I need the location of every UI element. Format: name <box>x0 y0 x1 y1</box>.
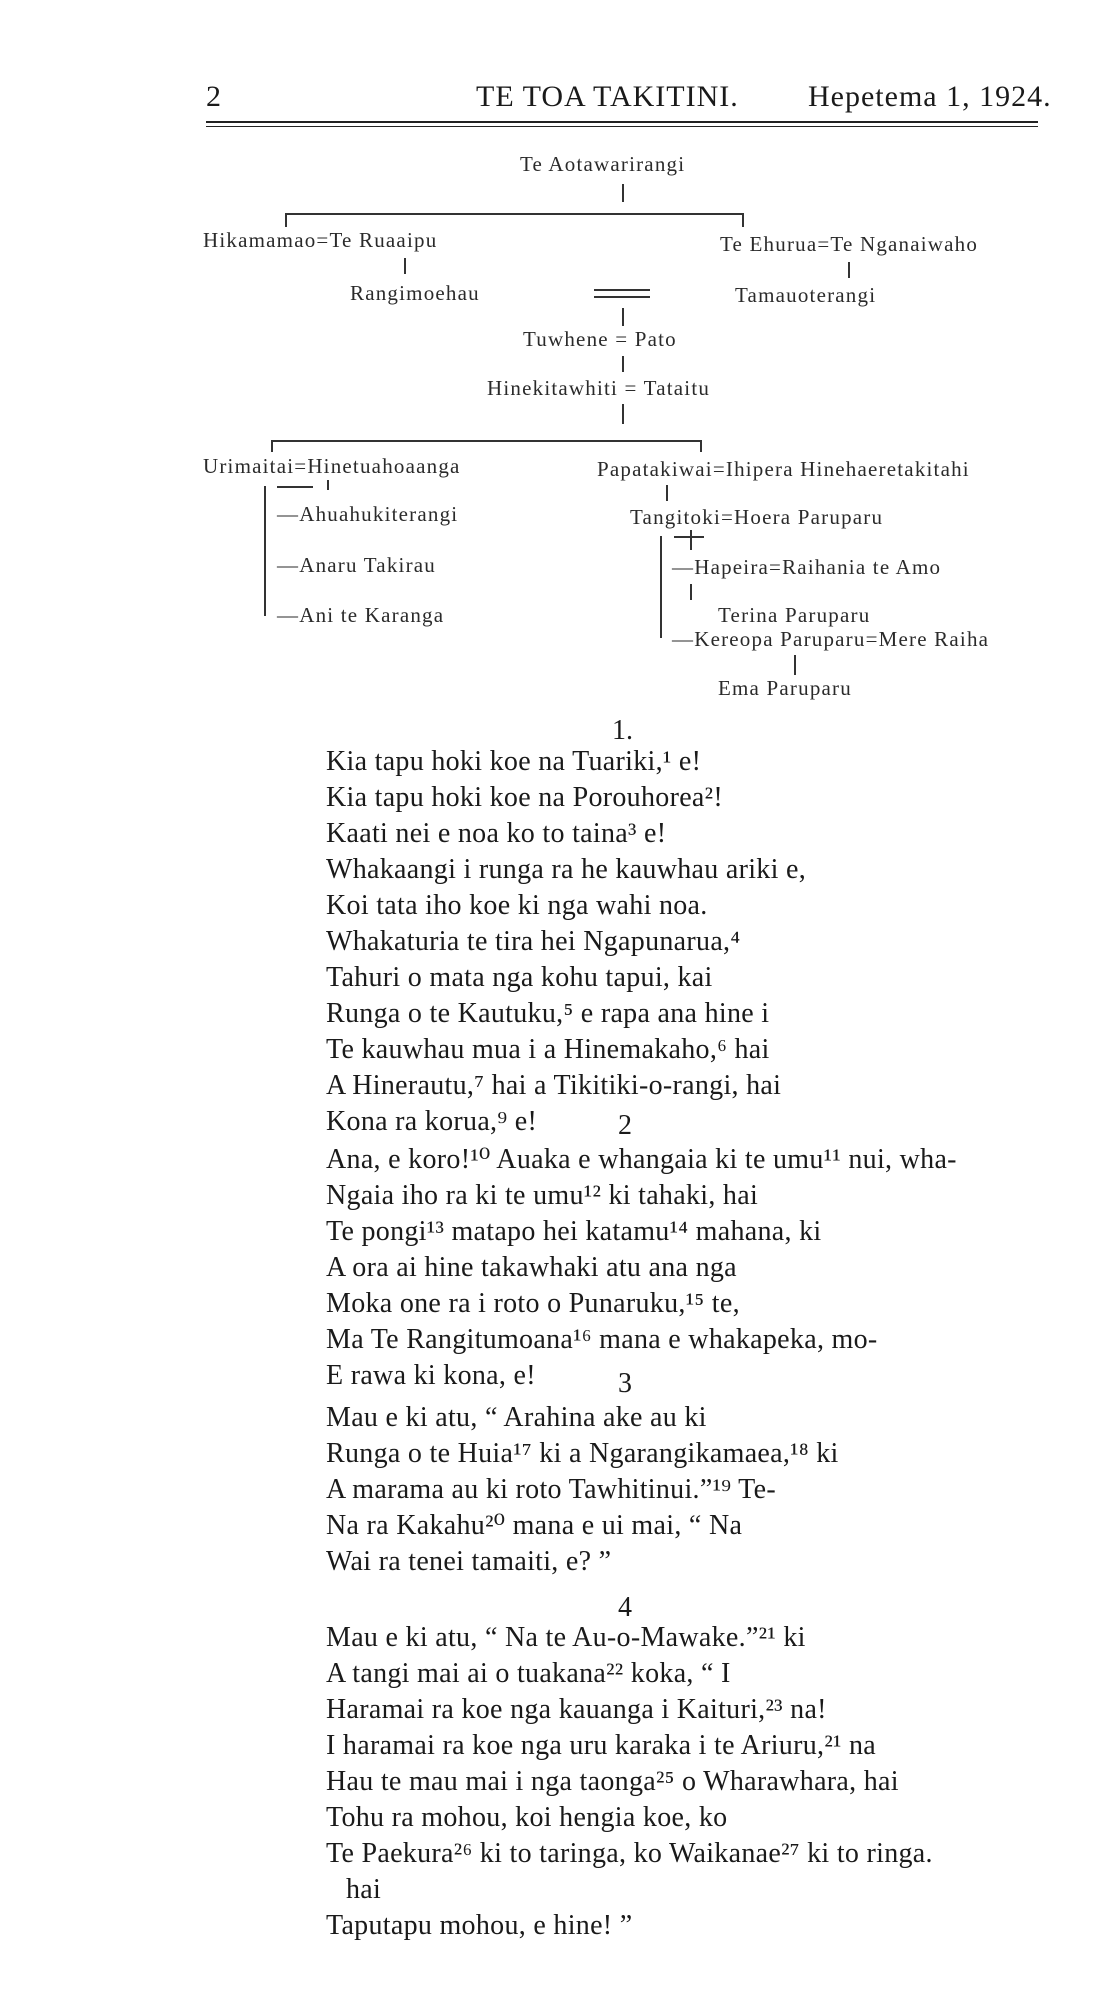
verse-line: hai <box>346 1874 382 1905</box>
genealogy-left-branch-pair: Urimaitai=Hinetuahoaanga <box>203 454 461 478</box>
genealogy-left-pair: Hikamamao=Te Ruaaipu <box>203 228 438 252</box>
genealogy-great-grandchild: Ema Paruparu <box>718 676 852 700</box>
verse-line: Hau te mau mai i nga taonga²⁵ o Wharawhara, hai <box>326 1766 899 1797</box>
verse-line: Te kauwhau mua i a Hinemakaho,⁶ hai <box>326 1034 770 1065</box>
verse-line: Kia tapu hoki koe na Porouhorea²! <box>326 782 723 813</box>
verse-line: Ngaia iho ra ki te umu¹² ki tahaki, hai <box>326 1180 759 1211</box>
genealogy-connector <box>622 404 624 424</box>
genealogy-connector <box>285 213 287 227</box>
genealogy-connector <box>622 184 624 202</box>
stanza-number: 1. <box>612 715 633 746</box>
stanza-number: 2 <box>618 1110 632 1141</box>
verse-line: A tangi mai ai o tuakana²² koka, “ I <box>326 1658 731 1689</box>
genealogy-connector <box>622 308 624 326</box>
stanza-number: 4 <box>618 1592 632 1623</box>
verse-line: Runga o te Huia¹⁷ ki a Ngarangikamaea,¹⁸ ki <box>326 1438 839 1469</box>
verse-line: Taputapu mohou, e hine! ” <box>326 1910 633 1941</box>
genealogy-left-descendant: —Anaru Takirau <box>277 553 436 577</box>
genealogy-connector <box>674 536 704 538</box>
verse-line: Na ra Kakahu²⁰ mana e ui mai, “ Na <box>326 1510 743 1541</box>
verse-line: A ora ai hine takawhaki atu ana nga <box>326 1252 737 1283</box>
verse-line: Te Paekura²⁶ ki to taringa, ko Waikanae²⁷ ki to ringa. <box>326 1838 933 1869</box>
verse-line: Tohu ra mohou, koi hengia koe, ko <box>326 1802 728 1833</box>
genealogy-connector <box>327 480 329 490</box>
stanza <box>326 744 806 1140</box>
stanza <box>326 1400 839 1580</box>
verse-line: E rawa ki kona, e! <box>326 1360 536 1391</box>
issue-date: Hepetema 1, 1924. <box>808 80 1052 113</box>
genealogy-connector <box>848 262 850 278</box>
genealogy-right-grandchild: —Kereopa Paruparu=Mere Raiha <box>672 627 990 651</box>
genealogy-connector <box>794 655 796 675</box>
verse-line: Haramai ra koe nga kauanga i Kaituri,²³ na! <box>326 1694 827 1725</box>
genealogy-right-branch-pair: Papatakiwai=Ihipera Hinehaeretakitahi <box>597 457 970 481</box>
genealogy-right-child-pair: Tangitoki=Hoera Paruparu <box>630 505 884 529</box>
genealogy-root: Te Aotawarirangi <box>520 152 686 176</box>
stanza <box>326 1620 933 1944</box>
genealogy-connector <box>666 485 668 501</box>
genealogy-connector <box>264 486 266 616</box>
genealogy-left-child: Rangimoehau <box>350 281 480 305</box>
genealogy-right-grandchild: —Hapeira=Raihania te Amo <box>672 555 942 579</box>
genealogy-left-descendant: —Ahuahukiterangi <box>277 502 459 526</box>
genealogy-left-descendant: —Ani te Karanga <box>277 603 445 627</box>
verse-line: Whakaangi i runga ra he kauwhau ariki e, <box>326 854 807 885</box>
genealogy-connector <box>271 440 273 452</box>
genealogy-gen4: Hinekitawhiti = Tataitu <box>487 376 711 400</box>
verse-line: Mau e ki atu, “ Arahina ake au ki <box>326 1402 707 1433</box>
genealogy-right-child: Tamauoterangi <box>735 283 877 307</box>
stanza <box>326 1142 957 1394</box>
verse-line: Kona ra korua,⁹ e! <box>326 1106 538 1137</box>
genealogy-connector <box>690 530 692 550</box>
genealogy-connector <box>404 258 406 274</box>
verse-line: Tahuri o mata nga kohu tapui, kai <box>326 962 713 993</box>
verse-line: Runga o te Kautuku,⁵ e rapa ana hine i <box>326 998 770 1029</box>
journal-title: TE TOA TAKITINI. <box>476 80 739 113</box>
genealogy-connector <box>700 440 702 452</box>
verse-line: A Hinerautu,⁷ hai a Tikitiki-o-rangi, hai <box>326 1070 782 1101</box>
genealogy-connector <box>742 213 744 227</box>
verse-line: I haramai ra koe nga uru karaka i te Ariuru,²¹ na <box>326 1730 877 1761</box>
header-rule <box>206 121 1038 123</box>
genealogy-connector <box>690 584 692 600</box>
genealogy-union-mark <box>594 296 650 298</box>
verse-line: Mau e ki atu, “ Na te Au-o-Mawake.”²¹ ki <box>326 1622 806 1653</box>
page-number: 2 <box>206 80 222 113</box>
verse-line: Te pongi¹³ matapo hei katamu¹⁴ mahana, ki <box>326 1216 822 1247</box>
genealogy-gen3: Tuwhene = Pato <box>523 327 677 351</box>
verse-line: Wai ra tenei tamaiti, e? ” <box>326 1546 612 1577</box>
genealogy-union-mark <box>594 289 650 291</box>
genealogy-connector <box>285 213 742 215</box>
genealogy-connector <box>271 440 700 442</box>
verse-line: Whakaturia te tira hei Ngapunarua,⁴ <box>326 926 741 957</box>
verse-line: Koi tata iho koe ki nga wahi noa. <box>326 890 708 921</box>
verse-line: Kia tapu hoki koe na Tuariki,¹ e! <box>326 746 702 777</box>
genealogy-connector <box>622 356 624 372</box>
verse-line: A marama au ki roto Tawhitinui.”¹⁹ Te- <box>326 1474 776 1505</box>
stanza-number: 3 <box>618 1368 632 1399</box>
verse-line: Kaati nei e noa ko to taina³ e! <box>326 818 667 849</box>
genealogy-connector <box>277 486 313 488</box>
verse-line: Ana, e koro!¹⁰ Auaka e whangaia ki te umu¹¹ nui, wha- <box>326 1144 957 1175</box>
verse-line: Ma Te Rangitumoana¹⁶ mana e whakapeka, mo- <box>326 1324 878 1355</box>
genealogy-connector <box>660 536 662 638</box>
genealogy-right-grandchild: Terina Paruparu <box>718 603 871 627</box>
verse-line: Moka one ra i roto o Punaruku,¹⁵ te, <box>326 1288 740 1319</box>
genealogy-right-pair: Te Ehurua=Te Nganaiwaho <box>720 232 979 256</box>
header-rule-thin <box>206 126 1038 127</box>
